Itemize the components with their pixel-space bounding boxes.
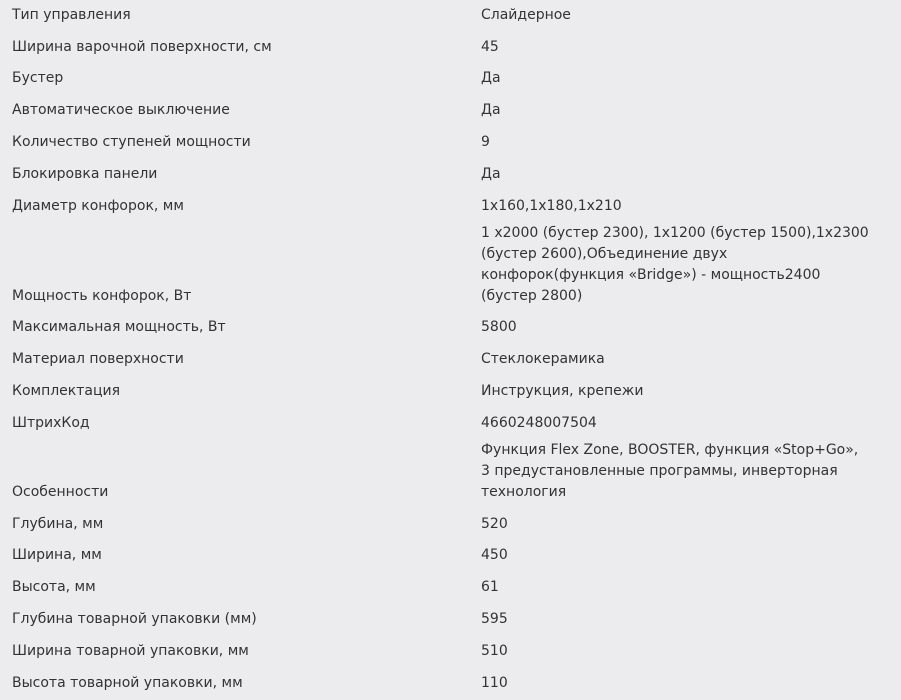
table-row xyxy=(0,541,901,573)
spec-label: Максимальная мощность, Вт xyxy=(12,319,226,336)
spec-label: Количество ступеней мощности xyxy=(12,133,251,150)
spec-value: Функция Flex Zone, BOOSTER, функция «Stop+Go», 3 предустановленные программы, инверторная технология xyxy=(481,441,859,500)
spec-label: Диаметр конфорок, мм xyxy=(12,197,184,214)
table-row xyxy=(0,95,901,127)
spec-label: Мощность конфорок, Вт xyxy=(12,287,192,304)
table-row xyxy=(0,604,901,636)
spec-label: Особенности xyxy=(12,483,109,500)
spec-label: Комплектация xyxy=(12,382,121,399)
spec-label: Блокировка панели xyxy=(12,165,158,182)
table-row xyxy=(0,32,901,64)
table-row xyxy=(0,668,901,700)
spec-label: Ширина варочной поверхности, см xyxy=(12,38,272,55)
spec-value: Инструкция, крепежи xyxy=(481,382,644,399)
spec-value: 510 xyxy=(481,642,508,659)
table-row xyxy=(0,376,901,408)
table-row xyxy=(0,408,901,440)
table-row xyxy=(0,313,901,345)
spec-value: 1 x2000 (бустер 2300), 1x1200 (бустер 1500),1x2300 (бустер 2600),Объединение двух конфорок(функция «Bridge») - мощность2400 (бустер 2800) xyxy=(481,224,869,304)
spec-label: Тип управления xyxy=(12,6,131,23)
spec-value: 45 xyxy=(481,38,499,55)
table-row xyxy=(0,191,901,223)
table-row xyxy=(0,127,901,159)
table-row xyxy=(0,223,901,313)
spec-value: 4660248007504 xyxy=(481,414,597,431)
table-row xyxy=(0,440,901,509)
table-row xyxy=(0,344,901,376)
spec-value: 110 xyxy=(481,674,508,691)
spec-label: Высота, мм xyxy=(12,579,96,596)
spec-value: 595 xyxy=(481,610,508,627)
spec-label: Бустер xyxy=(12,70,64,87)
spec-label: Ширина, мм xyxy=(12,547,102,564)
spec-value: Слайдерное xyxy=(481,6,571,23)
spec-value: Да xyxy=(481,102,501,119)
table-row xyxy=(0,572,901,604)
table-row xyxy=(0,159,901,191)
spec-label: Глубина, мм xyxy=(12,515,104,532)
spec-label: Высота товарной упаковки, мм xyxy=(12,674,243,691)
spec-label: Автоматическое выключение xyxy=(12,102,230,119)
spec-value: Стеклокерамика xyxy=(481,351,605,368)
table-row xyxy=(0,636,901,668)
spec-value: 1x160,1x180,1x210 xyxy=(481,197,622,214)
spec-label: Материал поверхности xyxy=(12,351,184,368)
spec-value: Да xyxy=(481,165,501,182)
spec-value: 520 xyxy=(481,515,508,532)
table-row xyxy=(0,64,901,96)
spec-label: ШтрихКод xyxy=(12,414,90,431)
table-row xyxy=(0,509,901,541)
spec-value: 61 xyxy=(481,579,499,596)
spec-label: Глубина товарной упаковки (мм) xyxy=(12,610,257,627)
spec-label: Ширина товарной упаковки, мм xyxy=(12,642,249,659)
spec-value: 5800 xyxy=(481,319,517,336)
table-row xyxy=(0,0,901,32)
spec-value: 450 xyxy=(481,547,508,564)
spec-value: 9 xyxy=(481,133,490,150)
spec-value: Да xyxy=(481,70,501,87)
